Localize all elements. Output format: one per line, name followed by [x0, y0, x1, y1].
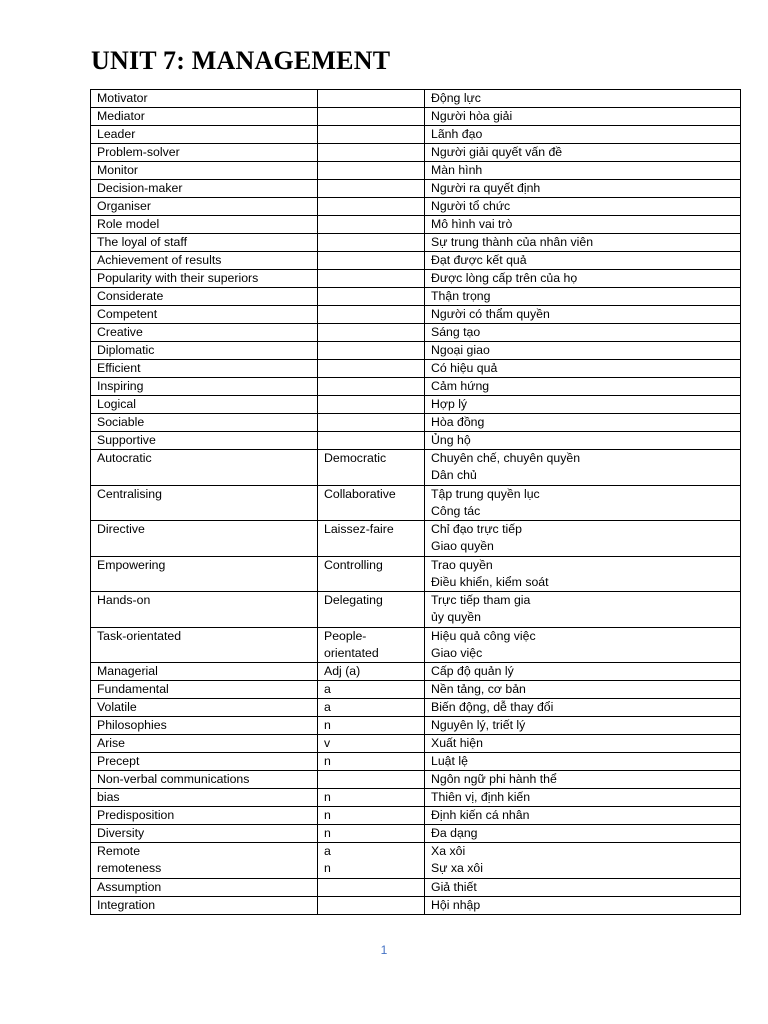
translation-cell-line: Ủng hộ [431, 433, 471, 447]
translation-cell-line: Giao việc [431, 645, 483, 660]
table-row [91, 627, 741, 663]
term-cell-text: Philosophies [97, 718, 167, 732]
term-cell [91, 699, 318, 717]
term-cell-text: Achievement of results [97, 253, 222, 267]
translation-cell [425, 198, 741, 216]
translation-cell-line: Trực tiếp tham gia [431, 593, 531, 607]
term-cell-text: Predisposition [97, 808, 175, 822]
term-cell-text: Considerate [97, 289, 164, 303]
word-form-cell [318, 771, 425, 789]
term-cell-text: Supportive [97, 433, 156, 447]
term-cell [91, 843, 318, 879]
translation-cell-line: Ngoại giao [431, 343, 490, 357]
translation-cell-line: ủy quyền [431, 610, 481, 624]
translation-cell [425, 432, 741, 450]
word-form-cell [318, 825, 425, 843]
translation-cell [425, 896, 741, 914]
word-form-cell [318, 270, 425, 288]
table-row [91, 198, 741, 216]
translation-cell-line: Tập trung quyền lục [431, 486, 540, 501]
term-cell [91, 252, 318, 270]
term-cell-line: Remote [97, 844, 141, 858]
word-form-cell-line: n [324, 826, 331, 840]
term-cell [91, 378, 318, 396]
translation-cell-line: Đạt được kết quả [431, 253, 527, 267]
table-row [91, 378, 741, 396]
word-form-cell [318, 198, 425, 216]
translation-cell [425, 396, 741, 414]
translation-cell [425, 556, 741, 592]
term-cell [91, 396, 318, 414]
word-form-cell [318, 216, 425, 234]
word-form-cell [318, 896, 425, 914]
word-form-cell [318, 162, 425, 180]
word-form-cell [318, 360, 425, 378]
translation-cell [425, 162, 741, 180]
translation-cell-line: Ngôn ngữ phi hành thể [431, 772, 557, 786]
table-row [91, 789, 741, 807]
word-form-cell [318, 627, 425, 663]
term-cell-text: Motivator [97, 91, 148, 105]
table-row [91, 288, 741, 306]
table-row [91, 825, 741, 843]
term-cell [91, 735, 318, 753]
translation-cell [425, 807, 741, 825]
word-form-cell [318, 378, 425, 396]
term-cell [91, 592, 318, 628]
term-cell [91, 878, 318, 896]
translation-cell-line: Hợp lý [431, 397, 468, 411]
translation-cell [425, 735, 741, 753]
table-row [91, 681, 741, 699]
word-form-cell [318, 843, 425, 879]
word-form-cell [318, 735, 425, 753]
word-form-cell [318, 699, 425, 717]
vocabulary-table-body [91, 90, 741, 915]
translation-cell-line: Xuất hiện [431, 736, 483, 750]
word-form-cell [318, 450, 425, 486]
translation-cell-line: Xa xôi [431, 844, 466, 858]
table-row [91, 342, 741, 360]
translation-cell-line: Biến động, dễ thay đổi [431, 700, 554, 714]
translation-cell-line: Người có thẩm quyền [431, 307, 550, 321]
table-row [91, 735, 741, 753]
term-cell [91, 162, 318, 180]
table-row [91, 108, 741, 126]
translation-cell-line: Người tổ chức [431, 199, 511, 213]
translation-cell [425, 699, 741, 717]
term-cell [91, 681, 318, 699]
word-form-cell [318, 342, 425, 360]
word-form-cell [318, 681, 425, 699]
translation-cell-line: Được lòng cấp trên của họ [431, 271, 578, 285]
translation-cell-line: Điều khiển, kiểm soát [431, 574, 549, 589]
vocabulary-table [90, 89, 741, 915]
word-form-cell [318, 288, 425, 306]
term-cell [91, 360, 318, 378]
table-row [91, 896, 741, 914]
word-form-cell [318, 306, 425, 324]
term-cell-text: Diversity [97, 826, 145, 840]
table-row [91, 556, 741, 592]
translation-cell-line: Màn hình [431, 163, 483, 177]
word-form-cell-line: n [324, 808, 331, 822]
word-form-cell-line: n [324, 718, 331, 732]
word-form-cell [318, 252, 425, 270]
translation-cell-line: Cảm hứng [431, 379, 490, 393]
word-form-cell-line: Laissez-faire [324, 522, 394, 536]
word-form-cell [318, 789, 425, 807]
translation-cell-line: Công tác [431, 503, 481, 518]
translation-cell [425, 378, 741, 396]
translation-cell [425, 306, 741, 324]
term-cell-text: Centralising [97, 486, 162, 501]
page-number: 1 [380, 943, 388, 957]
translation-cell [425, 485, 741, 521]
term-cell [91, 270, 318, 288]
word-form-cell-line: People- [324, 628, 367, 643]
term-cell [91, 234, 318, 252]
term-cell [91, 126, 318, 144]
translation-cell-line: Sự xa xôi [431, 861, 483, 875]
term-cell [91, 825, 318, 843]
word-form-cell-line: Adj (a) [324, 664, 361, 678]
word-form-cell-line: n [324, 754, 331, 768]
translation-cell-line: Luật lệ [431, 754, 468, 768]
table-row [91, 843, 741, 879]
term-cell-line: remoteness [97, 861, 162, 875]
term-cell-text: Volatile [97, 700, 137, 714]
term-cell-text: Creative [97, 325, 143, 339]
translation-cell [425, 771, 741, 789]
translation-cell [425, 663, 741, 681]
term-cell [91, 627, 318, 663]
word-form-cell [318, 663, 425, 681]
term-cell [91, 432, 318, 450]
term-cell-text: Mediator [97, 109, 145, 123]
term-cell [91, 450, 318, 486]
word-form-cell [318, 432, 425, 450]
translation-cell-line: Có hiệu quả [431, 361, 498, 375]
translation-cell-line: Người ra quyết định [431, 181, 541, 195]
translation-cell-line: Sự trung thành của nhân viên [431, 235, 594, 249]
word-form-cell [318, 878, 425, 896]
table-row [91, 592, 741, 628]
term-cell [91, 216, 318, 234]
term-cell [91, 807, 318, 825]
word-form-cell-line: a [324, 700, 331, 714]
translation-cell-line: Thận trọng [431, 289, 491, 303]
term-cell-text: Monitor [97, 163, 139, 177]
table-row [91, 234, 741, 252]
translation-cell [425, 234, 741, 252]
translation-cell [425, 789, 741, 807]
term-cell-text: Task-orientated [97, 628, 182, 643]
word-form-cell-line: Democratic [324, 451, 387, 465]
table-row [91, 807, 741, 825]
table-row [91, 216, 741, 234]
translation-cell [425, 342, 741, 360]
term-cell [91, 198, 318, 216]
term-cell [91, 90, 318, 108]
term-cell [91, 521, 318, 557]
word-form-cell-line: orientated [324, 645, 379, 660]
table-row [91, 663, 741, 681]
word-form-cell-line: v [324, 736, 331, 750]
term-cell-text: Hands-on [97, 593, 151, 607]
term-cell-text: Competent [97, 307, 158, 321]
translation-cell-line: Hiệu quả công việc [431, 628, 536, 643]
table-row [91, 878, 741, 896]
table-row [91, 360, 741, 378]
term-cell-text: Diplomatic [97, 343, 155, 357]
term-cell [91, 324, 318, 342]
translation-cell-line: Đa dạng [431, 826, 478, 840]
term-cell-text: Non-verbal communications [97, 772, 250, 786]
translation-cell [425, 180, 741, 198]
translation-cell-line: Chỉ đạo trực tiếp [431, 522, 522, 536]
term-cell [91, 180, 318, 198]
term-cell [91, 414, 318, 432]
term-cell-text: Leader [97, 127, 136, 141]
term-cell-text: Assumption [97, 879, 162, 894]
word-form-cell [318, 144, 425, 162]
translation-cell [425, 450, 741, 486]
translation-cell [425, 360, 741, 378]
term-cell-text: Logical [97, 397, 136, 411]
term-cell-text: Empowering [97, 557, 166, 572]
translation-cell [425, 90, 741, 108]
translation-cell [425, 878, 741, 896]
translation-cell-line: Giao quyền [431, 539, 494, 553]
translation-cell [425, 681, 741, 699]
term-cell-text: Autocratic [97, 451, 152, 465]
translation-cell-line: Hòa đồng [431, 415, 485, 429]
translation-cell [425, 414, 741, 432]
word-form-cell [318, 324, 425, 342]
translation-cell [425, 126, 741, 144]
table-row [91, 270, 741, 288]
table-row [91, 126, 741, 144]
translation-cell [425, 216, 741, 234]
term-cell-text: Directive [97, 522, 145, 536]
term-cell-text: Arise [97, 736, 126, 750]
translation-cell-line: Động lực [431, 91, 481, 105]
term-cell [91, 753, 318, 771]
term-cell [91, 896, 318, 914]
translation-cell-line: Giả thiết [431, 879, 477, 894]
term-cell-text: Fundamental [97, 682, 169, 696]
translation-cell [425, 270, 741, 288]
translation-cell [425, 825, 741, 843]
word-form-cell [318, 126, 425, 144]
word-form-cell [318, 717, 425, 735]
translation-cell-line: Thiên vị, định kiến [431, 790, 531, 804]
term-cell [91, 342, 318, 360]
translation-cell-line: Người giải quyết vấn đề [431, 145, 563, 159]
term-cell-text: The loyal of staff [97, 235, 187, 249]
table-row [91, 162, 741, 180]
translation-cell-line: Trao quyền [431, 557, 493, 572]
word-form-cell [318, 592, 425, 628]
table-row [91, 432, 741, 450]
term-cell [91, 771, 318, 789]
translation-cell-line: Dân chủ [431, 468, 477, 482]
translation-cell [425, 717, 741, 735]
word-form-cell [318, 807, 425, 825]
translation-cell [425, 288, 741, 306]
term-cell-text: Precept [97, 754, 140, 768]
word-form-cell-line: a [324, 844, 331, 858]
table-row [91, 306, 741, 324]
term-cell [91, 556, 318, 592]
word-form-cell [318, 521, 425, 557]
translation-cell-line: Người hòa giải [431, 109, 513, 123]
table-row [91, 753, 741, 771]
translation-cell-line: Nền tảng, cơ bản [431, 682, 526, 696]
word-form-cell [318, 556, 425, 592]
term-cell-text: Efficient [97, 361, 141, 375]
term-cell [91, 485, 318, 521]
table-row [91, 396, 741, 414]
word-form-cell [318, 396, 425, 414]
word-form-cell-line: Collaborative [324, 486, 396, 501]
translation-cell-line: Hội nhập [431, 897, 481, 912]
word-form-cell-line: a [324, 682, 331, 696]
translation-cell [425, 627, 741, 663]
translation-cell [425, 521, 741, 557]
translation-cell-line: Sáng tạo [431, 325, 481, 339]
word-form-cell [318, 485, 425, 521]
term-cell-text: Role model [97, 217, 160, 231]
table-row [91, 771, 741, 789]
page-title: UNIT 7: MANAGEMENT [91, 46, 391, 75]
word-form-cell [318, 108, 425, 126]
table-row [91, 699, 741, 717]
table-row [91, 521, 741, 557]
word-form-cell [318, 234, 425, 252]
word-form-cell-line: n [324, 790, 331, 804]
translation-cell [425, 324, 741, 342]
term-cell-text: Decision-maker [97, 181, 183, 195]
word-form-cell [318, 180, 425, 198]
term-cell [91, 717, 318, 735]
translation-cell [425, 843, 741, 879]
term-cell-text: bias [97, 790, 120, 804]
table-row [91, 414, 741, 432]
word-form-cell [318, 753, 425, 771]
translation-cell-line: Mô hình vai trò [431, 217, 513, 231]
term-cell-text: Managerial [97, 664, 158, 678]
term-cell-text: Sociable [97, 415, 145, 429]
translation-cell [425, 252, 741, 270]
translation-cell-line: Định kiến cá nhân [431, 808, 530, 822]
table-row [91, 450, 741, 486]
translation-cell [425, 108, 741, 126]
word-form-cell-line: Controlling [324, 557, 383, 572]
translation-cell [425, 753, 741, 771]
translation-cell-line: Lãnh đạo [431, 127, 483, 141]
word-form-cell-line: Delegating [324, 593, 383, 607]
table-row [91, 485, 741, 521]
term-cell [91, 789, 318, 807]
table-row [91, 144, 741, 162]
word-form-cell [318, 90, 425, 108]
table-row [91, 180, 741, 198]
table-row [91, 252, 741, 270]
table-row [91, 90, 741, 108]
term-cell [91, 306, 318, 324]
translation-cell [425, 592, 741, 628]
term-cell-text: Inspiring [97, 379, 144, 393]
word-form-cell [318, 414, 425, 432]
translation-cell [425, 144, 741, 162]
term-cell-text: Organiser [97, 199, 151, 213]
term-cell [91, 663, 318, 681]
term-cell [91, 288, 318, 306]
table-row [91, 717, 741, 735]
term-cell-text: Integration [97, 897, 156, 912]
term-cell-text: Problem-solver [97, 145, 180, 159]
translation-cell-line: Cấp độ quản lý [431, 664, 514, 678]
term-cell [91, 144, 318, 162]
term-cell-text: Popularity with their superiors [97, 271, 259, 285]
term-cell [91, 108, 318, 126]
translation-cell-line: Nguyên lý, triết lý [431, 718, 526, 732]
translation-cell-line: Chuyên chế, chuyên quyền [431, 451, 581, 465]
table-row [91, 324, 741, 342]
word-form-cell-line: n [324, 861, 331, 875]
